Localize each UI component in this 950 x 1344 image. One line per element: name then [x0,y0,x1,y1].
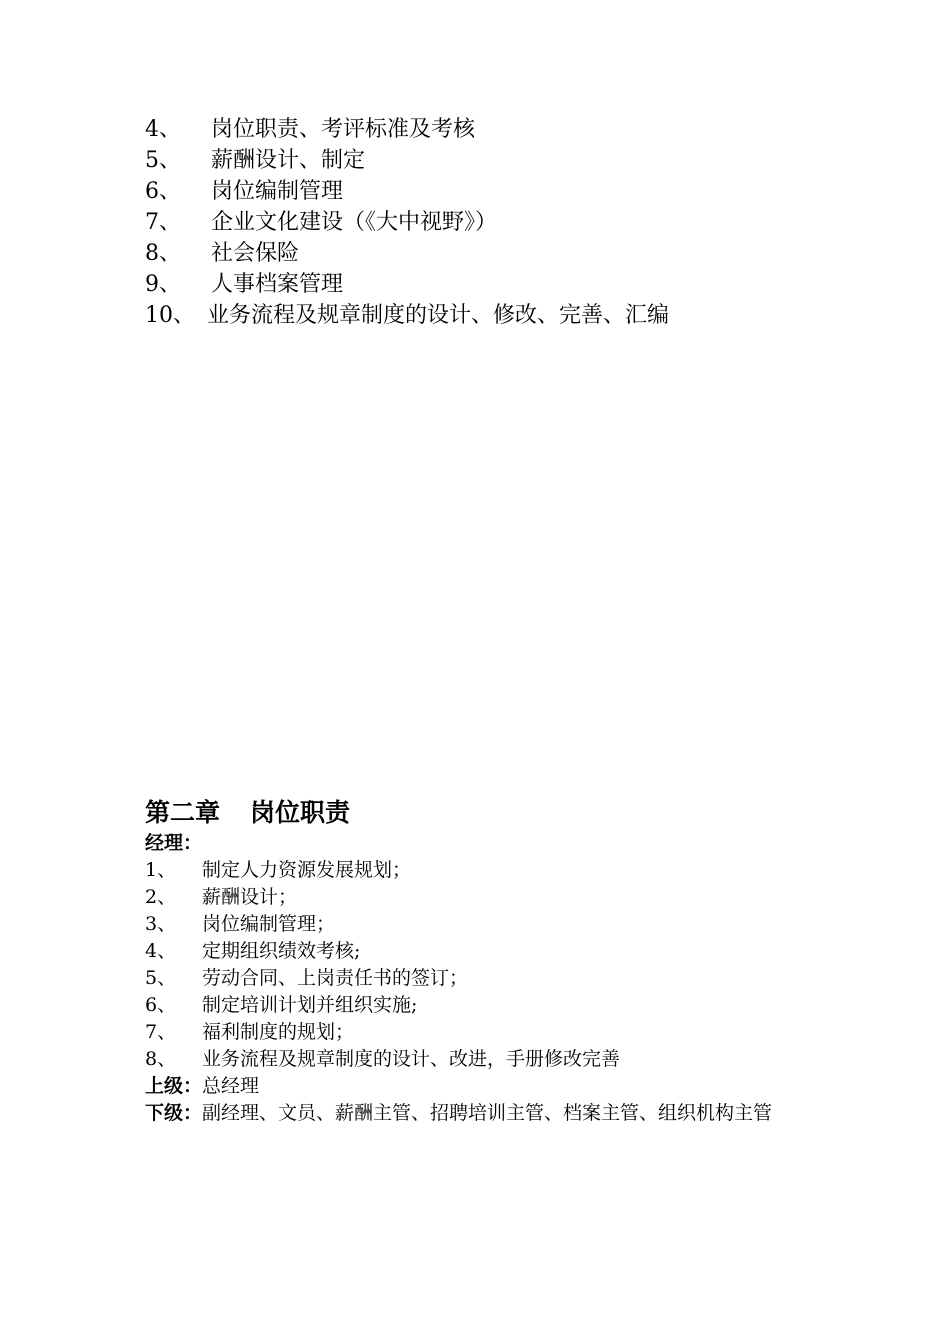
duty-number: 8、 [145,1048,177,1070]
list-item-text: 薪酬设计、制定 [211,148,366,173]
duty-item [145,992,825,1019]
role-heading: 经理： [145,832,203,854]
duty-number: 3、 [145,913,177,935]
duty-number: 1、 [145,859,177,881]
list-item-number: 8、 [145,241,181,266]
list-item-text: 企业文化建设（《大中视野》） [211,210,498,235]
superior-line [145,1073,825,1100]
duty-item [145,1019,825,1046]
manager-section [145,830,825,1127]
duty-text: 业务流程及规章制度的设计、改进，手册修改完善 [202,1048,621,1070]
duty-number: 7、 [145,1021,177,1043]
list-item [145,207,865,238]
list-item-text: 岗位编制管理 [211,179,344,204]
subordinate-line [145,1100,825,1127]
list-item-number: 6、 [145,179,181,204]
duty-text: 福利制度的规划； [202,1021,355,1043]
duty-item [145,938,825,965]
list-item [145,300,865,331]
list-item-number: 5、 [145,148,181,173]
list-item-number: 10、 [145,303,195,328]
duty-number: 2、 [145,886,177,908]
list-item-text: 人事档案管理 [211,272,344,297]
list-item-text: 业务流程及规章制度的设计、修改、完善、汇编 [207,303,670,328]
duty-item [145,965,825,992]
list-item [145,238,865,269]
duty-item [145,884,825,911]
list-item-text: 社会保险 [211,241,300,266]
duty-item [145,911,825,938]
duty-text: 劳动合同、上岗责任书的签订； [202,967,469,989]
list-item-number: 4、 [145,117,181,142]
list-item [145,269,865,300]
superior-label: 上级： [145,1075,203,1097]
superior-value: 总经理 [202,1075,260,1097]
subordinate-label: 下级： [145,1102,203,1124]
duty-item [145,857,825,884]
duty-text: 薪酬设计； [202,886,298,908]
subordinate-value: 副经理、文员、薪酬主管、招聘培训主管、档案主管、组织机构主管 [202,1102,773,1124]
duty-text: 制定人力资源发展规划； [202,859,412,881]
duty-text: 岗位编制管理； [202,913,336,935]
duty-number: 4、 [145,940,177,962]
list-item-text: 岗位职责、考评标准及考核 [211,117,476,142]
chapter-heading [145,795,350,831]
list-item-number: 9、 [145,272,181,297]
responsibility-list [145,114,865,331]
chapter-title: 岗位职责 [250,798,351,827]
duty-text: 定期组织绩效考核; [202,940,361,962]
duty-text: 制定培训计划并组织实施; [202,994,418,1016]
duty-item [145,1046,825,1073]
list-item-number: 7、 [145,210,181,235]
list-item [145,176,865,207]
list-item [145,114,865,145]
chapter-number: 第二章 [145,798,221,827]
list-item [145,145,865,176]
duty-number: 6、 [145,994,177,1016]
duty-number: 5、 [145,967,177,989]
